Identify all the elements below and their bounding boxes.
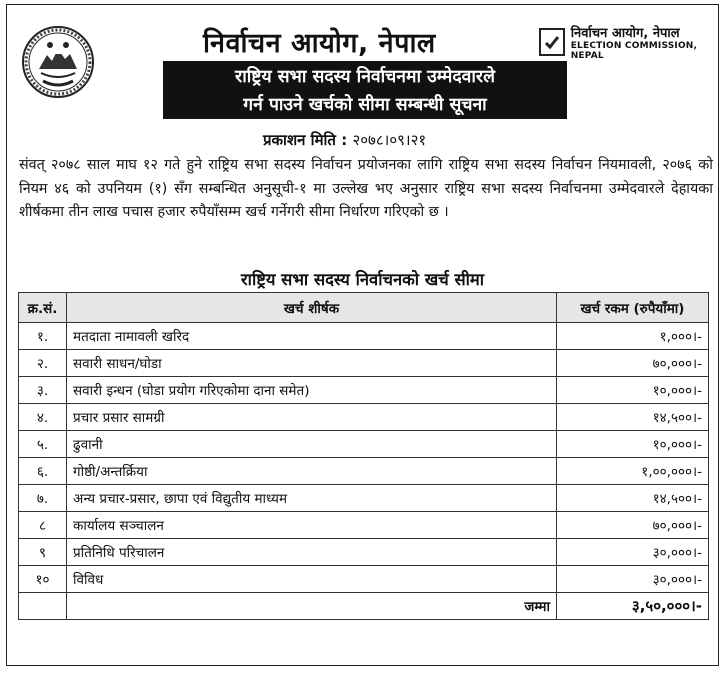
row-serial: ५. [19,431,67,458]
table-title: राष्ट्रिय सभा सदस्य निर्वाचनको खर्च सीमा [240,270,485,289]
table-row [19,404,709,431]
row-serial: ४. [19,404,67,431]
row-item: सवारी इन्धन (घोडा प्रयोग गरिएकोमा दाना समेत) [67,377,557,404]
notice-page [6,4,719,666]
table-total-row [19,593,709,620]
row-serial: ७. [19,485,67,512]
publication-date-value: २०७८।०९।२१ [352,131,427,149]
row-item: सवारी साधन/घोडा [67,350,557,377]
table-row [19,431,709,458]
row-serial: ८ [19,512,67,539]
row-item: ढुवानी [67,431,557,458]
ballot-icon [539,28,565,56]
header-serial: क्र.सं. [19,293,67,323]
row-serial: ६. [19,458,67,485]
row-amount: १४,५००।- [557,404,709,431]
header-item: खर्च शीर्षक [67,293,557,323]
table-row [19,566,709,593]
row-serial: १. [19,323,67,350]
notice-paragraph: संवत् २०७८ साल माघ १२ गते हुने राष्ट्रिय सभा सदस्य निर्वाचन प्रयोजनका लागि राष्ट्रिय सभा सदस्य निर्वाचन नियमावली, २०७६ को नियम ४६ को उपनियम (१) सँग सम्बन्धित अनुसूची-१ मा उल्लेख भए अनुसार राष्ट्रिय सभा सदस्य निर्वाचनमा उम्मेदवारले देहायका शीर्षकमा तीन लाख पचास हजार रुपैयाँसम्म खर्च गर्नेगरी सीमा निर्धारण गरिएको छ । [19,157,713,220]
row-amount: १०,०००।- [557,431,709,458]
table-row [19,539,709,566]
row-serial: ३. [19,377,67,404]
row-serial: २. [19,350,67,377]
row-amount: ३०,०००।- [557,539,709,566]
total-value: ३,५०,०००।- [557,593,709,620]
table-row [19,512,709,539]
publication-date [263,130,426,150]
publication-date-label: प्रकाशन मिति : [263,131,348,149]
table-row [19,485,709,512]
page-title: निर्वाचन आयोग, नेपाल [203,28,436,59]
logo-text-nepali: निर्वाचन आयोग, नेपाल [570,26,680,41]
row-item: मतदाता नामावली खरिद [67,323,557,350]
row-serial: १० [19,566,67,593]
total-label: जम्मा [67,593,557,620]
row-amount: १४,५००।- [557,485,709,512]
banner-line-1: राष्ट्रिय सभा सदस्य निर्वाचनमा उम्मेदवारले [235,67,495,87]
row-item: प्रतिनिधि परिचालन [67,539,557,566]
row-amount: ७०,०००।- [557,350,709,377]
row-amount: १०,०००।- [557,377,709,404]
nepal-emblem-icon [21,25,95,99]
row-amount: १,०००।- [557,323,709,350]
row-item: गोष्ठी/अन्तर्क्रिया [67,458,557,485]
table-row [19,377,709,404]
row-item: प्रचार प्रसार सामग्री [67,404,557,431]
row-item: अन्य प्रचार-प्रसार, छापा एवं विद्युतीय माध्यम [67,485,557,512]
table-row [19,350,709,377]
logo-text-english: ELECTION COMMISSION, NEPAL [570,41,698,61]
table-row [19,323,709,350]
row-item: कार्यालय सञ्चालन [67,512,557,539]
total-empty-cell [19,593,67,620]
header-amount: खर्च रकम (रुपैयाँमा) [557,293,709,323]
expense-table [18,292,709,620]
row-amount: १,००,०००।- [557,458,709,485]
row-serial: ९ [19,539,67,566]
row-amount: ३०,०००।- [557,566,709,593]
row-item: विविध [67,566,557,593]
table-header-row [19,293,709,323]
table-row [19,458,709,485]
banner-line-2: गर्न पाउने खर्चको सीमा सम्बन्धी सूचना [243,95,487,115]
row-amount: ७०,०००।- [557,512,709,539]
commission-logo [539,23,718,61]
notice-banner [163,61,567,119]
